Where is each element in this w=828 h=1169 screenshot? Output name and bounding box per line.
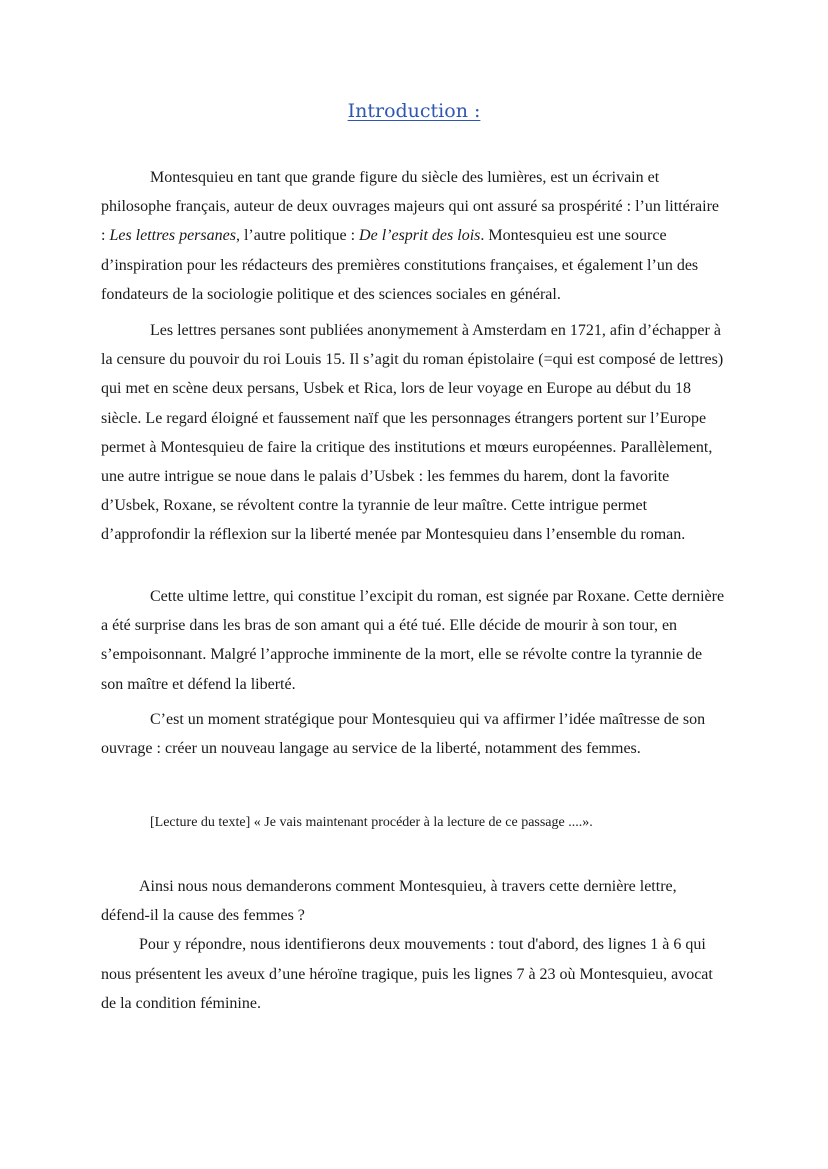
plan-text bbox=[101, 930, 727, 1018]
book-title-lettres-persanes: Les lettres persanes bbox=[109, 227, 236, 245]
plan-line: Pour y répondre, nous identifierons deux mouvements : tout d'abord, des lignes 1 à 6 qui nous présentent les aveux d’une héroïne tragique, puis les lignes 7 à 23 où Montesquieu, avocat de la condition féminine. bbox=[101, 936, 713, 1012]
reading-note: [Lecture du texte] « Je vais maintenant procéder à la lecture de ce passage ....». bbox=[150, 815, 593, 830]
paragraph-intro-author bbox=[101, 163, 727, 309]
paragraph-text: . Montesquieu est une source d’inspiration pour les rédacteurs des premières constitutions françaises, et également l’un des fondateurs de la sociologie politique et des sciences sociales en général. bbox=[101, 227, 699, 303]
paragraph-text: Montesquieu en tant que grande figure du siècle des lumières, est un écrivain et philosophe français, auteur de deux ouvrages majeurs qui ont assuré sa prospérité : l’un littéraire : bbox=[101, 169, 720, 245]
page-title: Introduction : bbox=[347, 100, 481, 122]
problematic-line: Ainsi nous nous demanderons comment Montesquieu, à travers cette dernière lettre, bbox=[139, 878, 677, 895]
book-title-esprit-des-lois: De l’esprit des lois bbox=[359, 227, 481, 245]
paragraph-text: , l’autre politique : bbox=[235, 227, 360, 245]
paragraph-problematic bbox=[101, 872, 727, 1018]
problematic-line: défend-il la cause des femmes ? bbox=[101, 907, 305, 925]
paragraph-excipit: Cette ultime lettre, qui constitue l’excipit du roman, est signée par Roxane. Cette dernière a été surprise dans les bras de son amant qui a été tué. Elle décide de mourir à son tour, en s’empoisonnant. Malgré l’approche imminente de la mort, elle se révolte contre la tyrannie de son maître et défend la liberté. bbox=[101, 588, 725, 693]
paragraph-lettres-persanes: Les lettres persanes sont publiées anonymement à Amsterdam en 1721, afin d’échapper à la censure du pouvoir du roi Louis 15. Il s’agit du roman épistolaire (=qui est composé de lettres) qui met en scène deux persans, Usbek et Rica, lors de leur voyage en Europe au début du 18 siècle. Le regard éloigné et faussement naïf que les personnages étrangers portent sur l’Europe permet à Montesquieu de faire la critique des institutions et mœurs européennes. Parallèlement, une autre intrigue se noue dans le palais d’Usbek : les femmes du harem, dont la favorite d’Usbek, Roxane, se révoltent contre la tyrannie de leur maître. Cette intrigue permet d’approfondir la réflexion sur la liberté menée par Montesquieu dans l’ensemble du roman. bbox=[101, 322, 724, 544]
paragraph-strategic-moment: C’est un moment stratégique pour Montesquieu qui va affirmer l’idée maîtresse de son ouvrage : créer un nouveau langage au service de la liberté, notamment des femmes. bbox=[101, 711, 706, 758]
